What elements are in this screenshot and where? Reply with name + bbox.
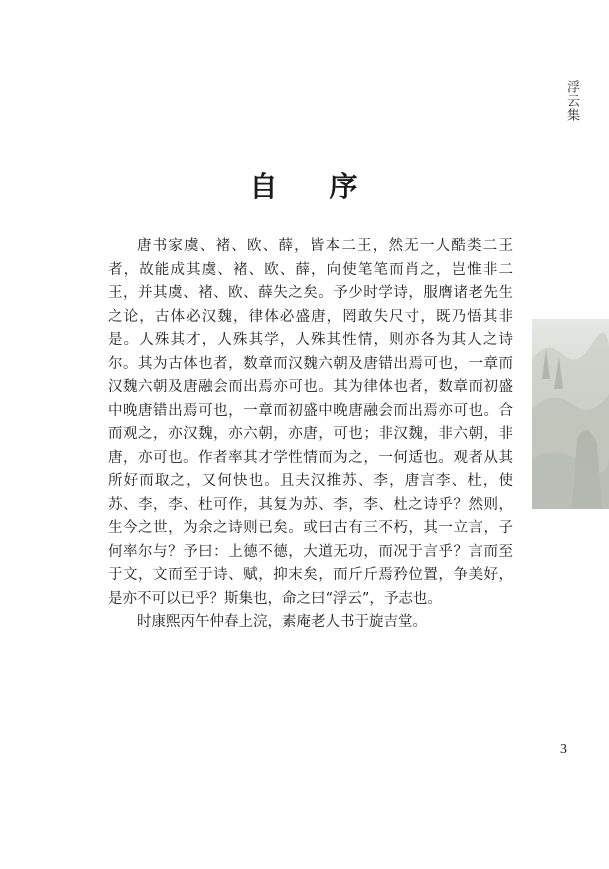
landscape-painting-image [532, 319, 609, 509]
paragraph: 唐书家虞、褚、欧、薛，皆本二王，然无一人酷类二王者，故能成其虞、褚、欧、薛，向使笔笔而肖之，岂惟非二王，并其虞、褚、欧、薛失之矣。予少时学诗，服膺诸老先生之论，古体必汉魏，律体必盛唐，罔敢失尺寸，既乃悟其非是。人殊其才，人殊其学，人殊其性情，则亦各为其人之诗尔。其为古体也者，数章而汉魏六朝及唐错出焉可也，一章而汉魏六朝及唐融会而出焉亦可也。其为律体也者，数章而初盛中晚唐错出焉可也，一章而初盛中晚唐融会而出焉亦可也。合而观之，亦汉魏，亦六朝，亦唐，可也；非汉魏，非六朝，非唐，亦可也。作者率其才学性情而为之，一何适也。观者从其所好而取之，又何快也。且夫汉推苏、李，唐言李、杜，使苏、李，李、杜可作，其复为苏、李，李、杜之诗乎？然则，生今之世，为余之诗则已矣。或曰古有三不朽，其一立言，子何率尔与？予曰：上德不德，大道无功，而况于言乎？言而至于文，文而至于诗、赋，抑末矣，而斤斤焉矜位置，争美好，是亦不可以已乎？斯集也，命之曰“浮云”，予志也。 [108, 238, 513, 607]
paragraph: 时康熙丙午仲春上浣，素庵老人书于旋吉堂。 [137, 614, 427, 630]
page-title [0, 165, 609, 205]
page-number: 3 [560, 742, 567, 757]
title-char: 自 [249, 170, 280, 203]
preface-body [108, 235, 513, 635]
title-char: 序 [329, 170, 360, 203]
running-head: 浮云集 [564, 80, 579, 122]
